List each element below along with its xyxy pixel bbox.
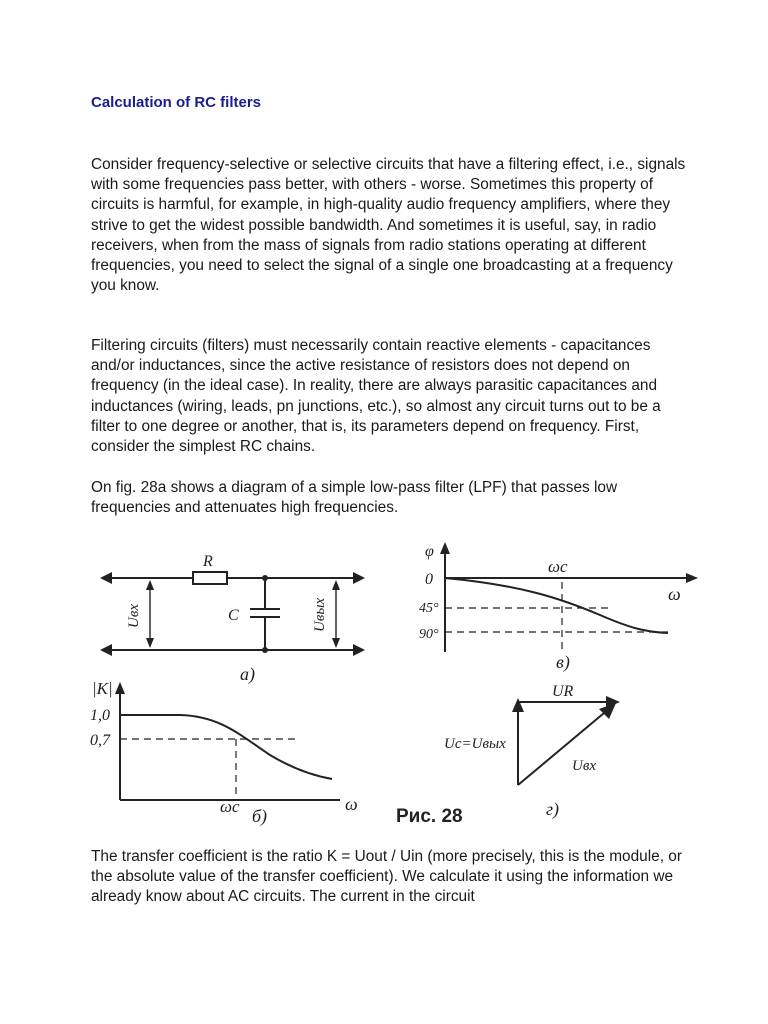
mag-1-label: 1,0 <box>90 707 110 724</box>
panel-b-label: б) <box>252 806 268 826</box>
uin-vector-label: Uвх <box>572 758 597 774</box>
phase-wc-label: ωc <box>548 557 568 576</box>
uout-label: Uвых <box>312 597 328 632</box>
panel-a-label: а) <box>240 664 255 684</box>
figure-28 <box>0 530 768 840</box>
uc-label: Uc=Uвых <box>444 736 506 752</box>
mag-wc-label: ωc <box>220 797 240 816</box>
ur-label: UR <box>552 683 574 700</box>
paragraph-transfer: The transfer coefficient is the ratio K = Uout / Uin (more precisely, this is the module, or the absolute value of the transfer coefficient). We calculate it using the information we already know about AC circuits. The current in the circuit <box>91 848 682 906</box>
circuit-diagram <box>100 553 365 685</box>
mag-07-label: 0,7 <box>90 732 110 749</box>
paragraph-intro: Consider frequency-selective or selective circuits that have a filtering effect, i.e., signals with some frequencies pass better, with others - worse. Sometimes this property of circuits is harmful, for example, in high-quality audio frequency amplifiers, where they strive to get the widest possible bandwidth. And sometimes it is useful, say, in radio receivers, when from the mass of signals from radio stations operating at different frequencies, you need to select the signal of a single one broadcasting at a frequency you know. <box>91 156 686 295</box>
phase-omega-label: ω <box>668 584 681 604</box>
phase-45-label: 45° <box>419 601 439 616</box>
phi-axis-label: φ <box>425 543 434 560</box>
panel-g-label: г) <box>546 799 560 819</box>
phase-curve <box>445 578 668 633</box>
magnitude-plot <box>90 679 358 827</box>
resistor-symbol <box>193 572 227 584</box>
paragraph-lpf: On fig. 28a shows a diagram of a simple low-pass filter (LPF) that passes low frequencies and attenuates high frequencies. <box>91 479 618 517</box>
capacitor-label: C <box>228 607 239 624</box>
k-axis-label: |K| <box>92 679 113 698</box>
phase-90-label: 90° <box>419 627 439 642</box>
phase-plot <box>419 542 698 673</box>
phase-zero-label: 0 <box>425 571 433 588</box>
magnitude-curve <box>120 715 332 779</box>
panel-v-label: в) <box>556 652 570 672</box>
uin-label: Uвх <box>126 603 142 628</box>
page-title: Calculation of RC filters <box>91 94 262 111</box>
figure-caption: Рис. 28 <box>396 806 463 827</box>
paragraph-filtering: Filtering circuits (filters) must necessarily contain reactive elements - capacitances and/or inductances, since the active resistance of resistors does not depend on frequency (in the ideal case). In reality, there are always parasitic capacitances and inductances (wiring, leads, pn junctions, etc.), so almost any circuit turns out to be a filter to one degree or another, that is, its parameters depend on frequency. First, consider the simplest RC chains. <box>91 337 661 456</box>
vector-diagram <box>444 683 620 820</box>
mag-omega-label: ω <box>345 794 358 814</box>
resistor-label: R <box>203 553 213 570</box>
